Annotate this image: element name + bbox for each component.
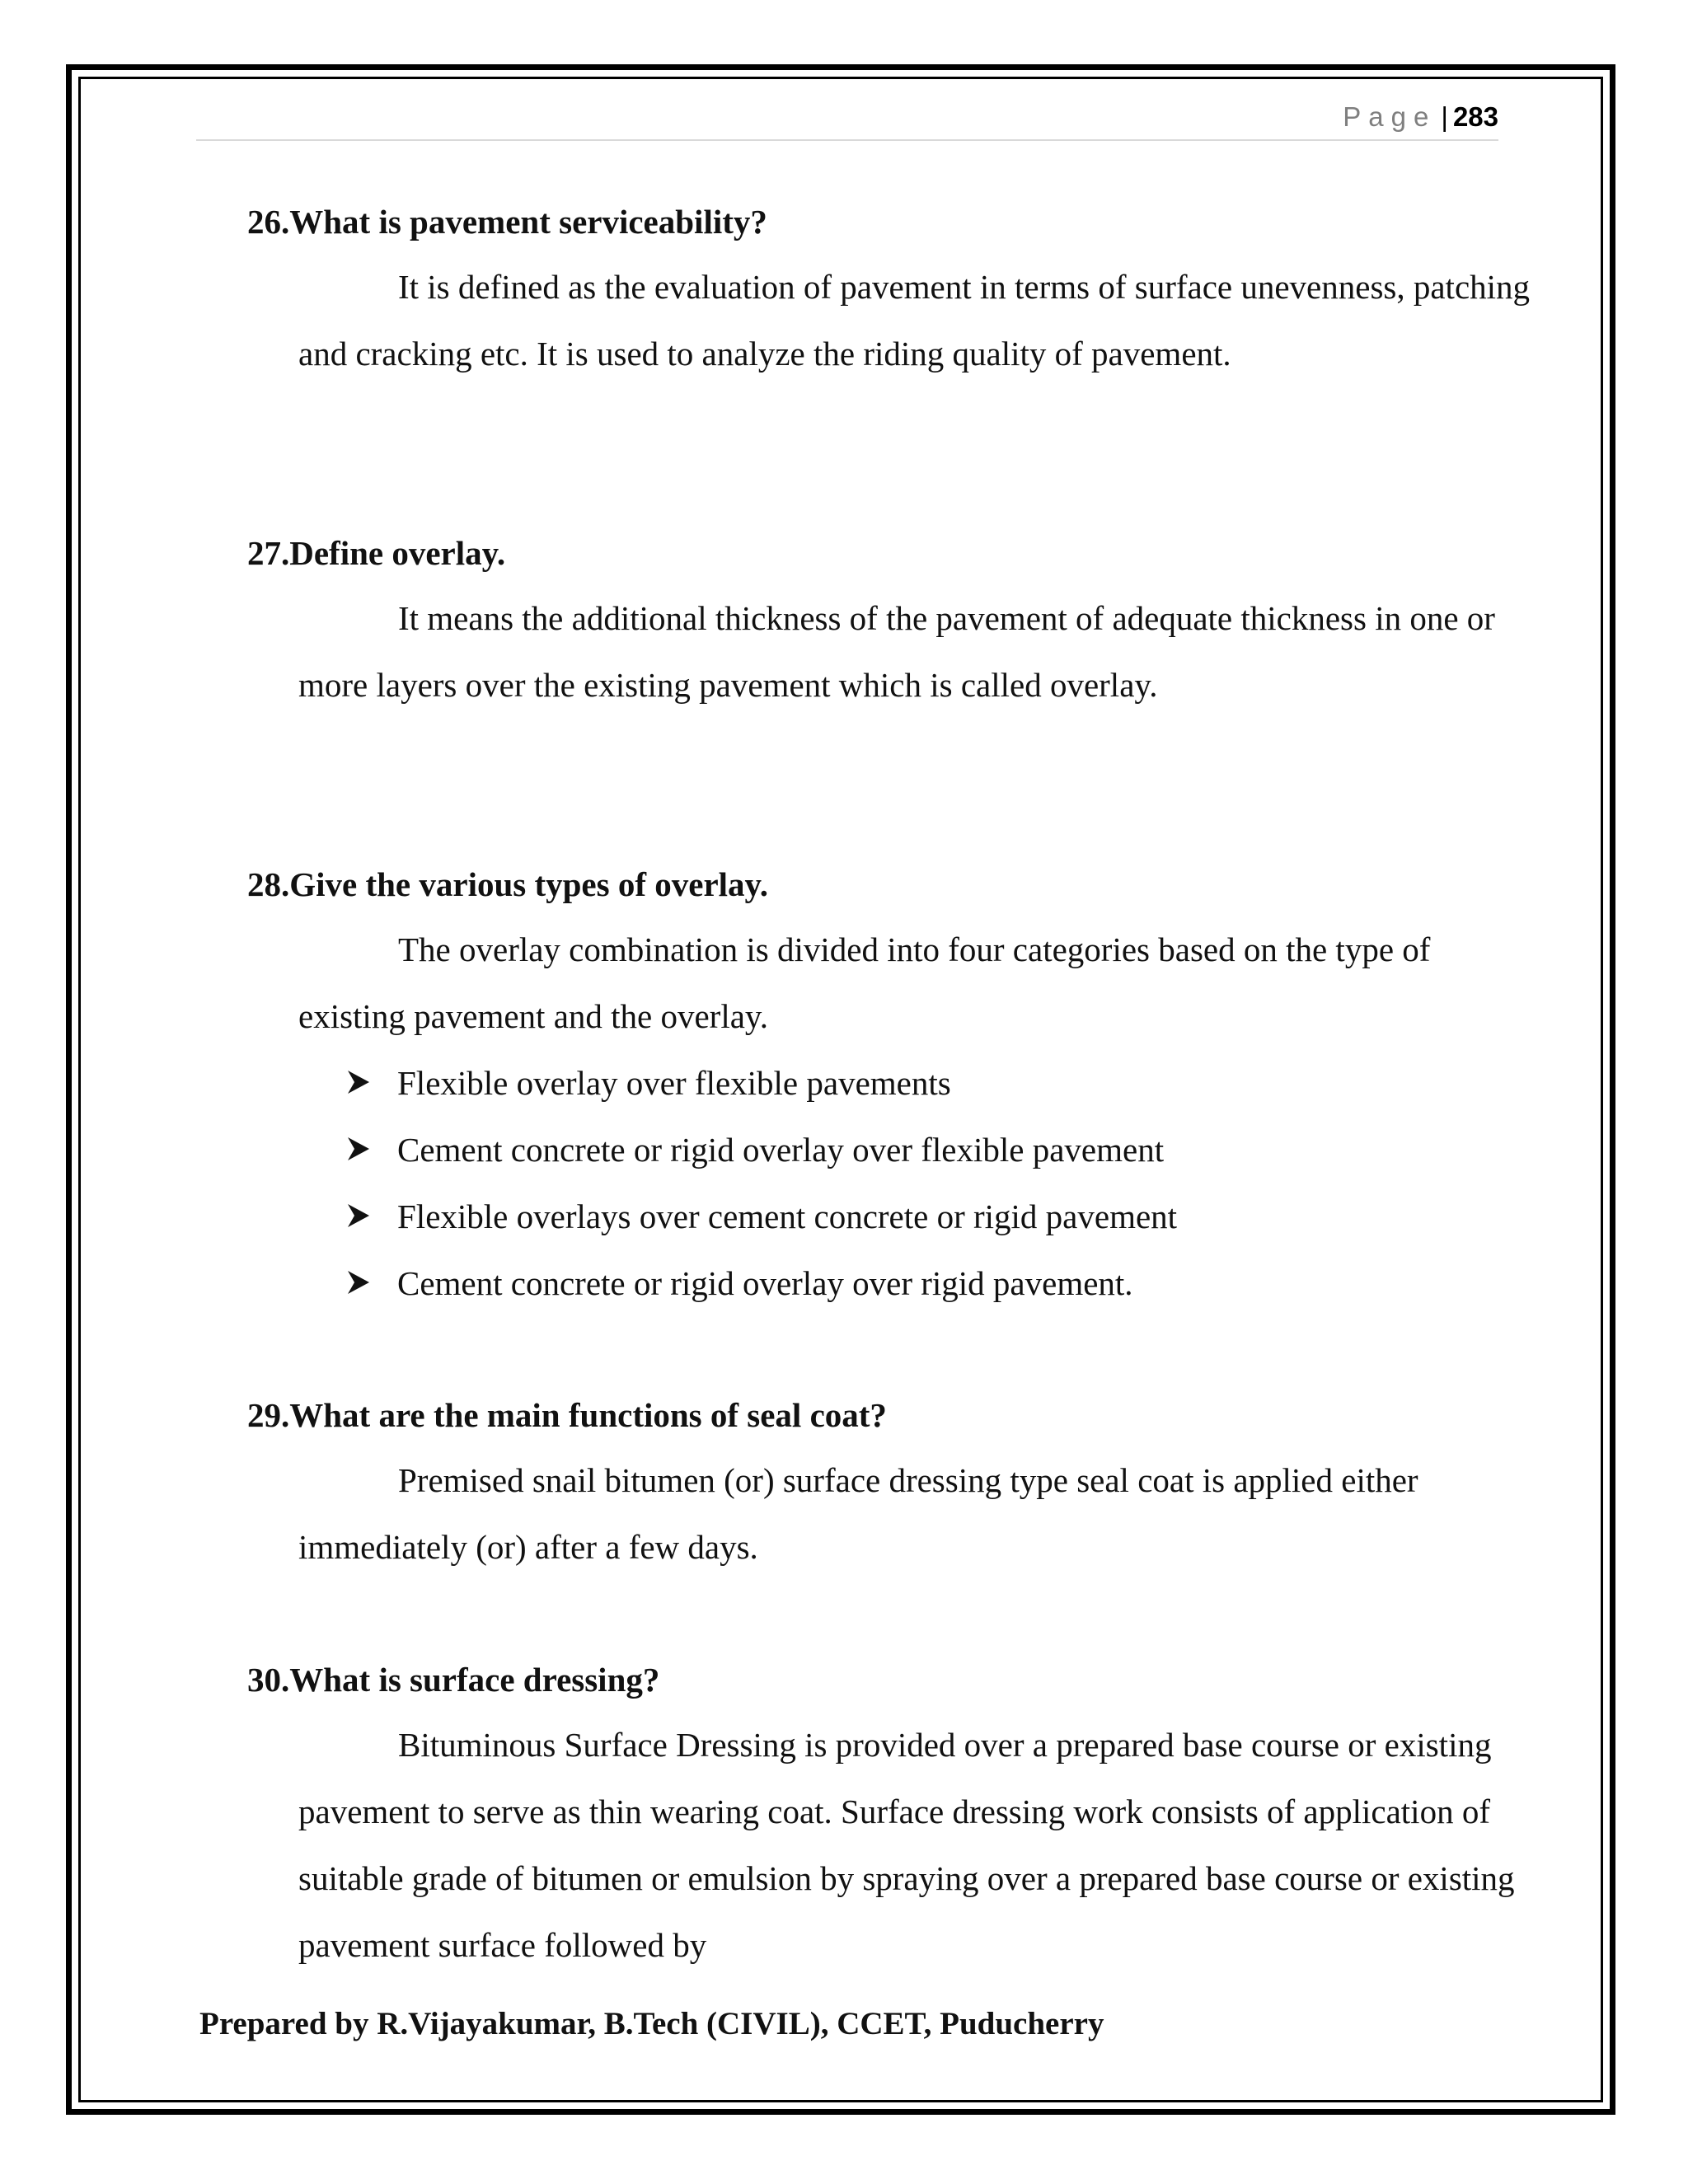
list-item-text: Flexible overlay over flexible pavements [397,1064,951,1102]
answer-text: It is defined as the evaluation of pavement in terms of surface unevenness, patching and cracking etc. It is used to analyze the riding quality of pavement. [298,268,1531,373]
page-number: 283 [1452,101,1498,132]
arrow-bullet-icon [346,1135,371,1163]
arrow-bullet-icon [346,1268,371,1296]
answer-text: Premised snail bitumen (or) surface dressing type seal coat is applied either immediately (or) after a few days. [298,1461,1418,1566]
question-26-answer [298,254,1535,387]
question-27-answer [298,585,1535,719]
arrow-bullet-icon [346,1068,371,1096]
arrow-bullet-icon [346,1202,371,1230]
list-item-text: Cement concrete or rigid overlay over rigid pavement. [397,1264,1133,1302]
question-26-title: 26.What is pavement serviceability? [247,203,767,241]
list-item-text: Cement concrete or rigid overlay over flexible pavement [397,1131,1165,1169]
list-item [346,1183,1500,1250]
overlay-types-list [346,1050,1500,1317]
question-29-answer [298,1447,1535,1581]
list-item-text: Flexible overlays over cement concrete or rigid pavement [397,1197,1178,1235]
question-28-title: 28.Give the various types of overlay. [247,865,769,903]
page-separator: | [1441,101,1448,132]
question-29-title: 29.What are the main functions of seal coat? [247,1396,887,1434]
list-item [346,1250,1500,1317]
list-item [346,1050,1500,1117]
page-header [196,95,1498,141]
answer-text: Bituminous Surface Dressing is provided over a prepared base course or existing pavement to serve as thin wearing coat. Surface dressing work consists of application of suitable grade of bitumen or emulsion by spraying over a prepared base course or existing pavement surface followed by [298,1726,1515,1964]
list-item [346,1117,1500,1183]
page-footer: Prepared by R.Vijayakumar, B.Tech (CIVIL), CCET, Puducherry [199,2006,1104,2041]
question-30-answer [298,1712,1535,1979]
question-28-answer [298,916,1535,1050]
question-30-title: 30.What is surface dressing? [247,1661,660,1699]
answer-text: It means the additional thickness of the pavement of adequate thickness in one or more layers over the existing pavement which is called overlay. [298,599,1495,704]
answer-text: The overlay combination is divided into four categories based on the type of existing pavement and the overlay. [298,930,1431,1035]
page-label: Page [1343,101,1437,132]
question-27-title: 27.Define overlay. [247,534,506,572]
